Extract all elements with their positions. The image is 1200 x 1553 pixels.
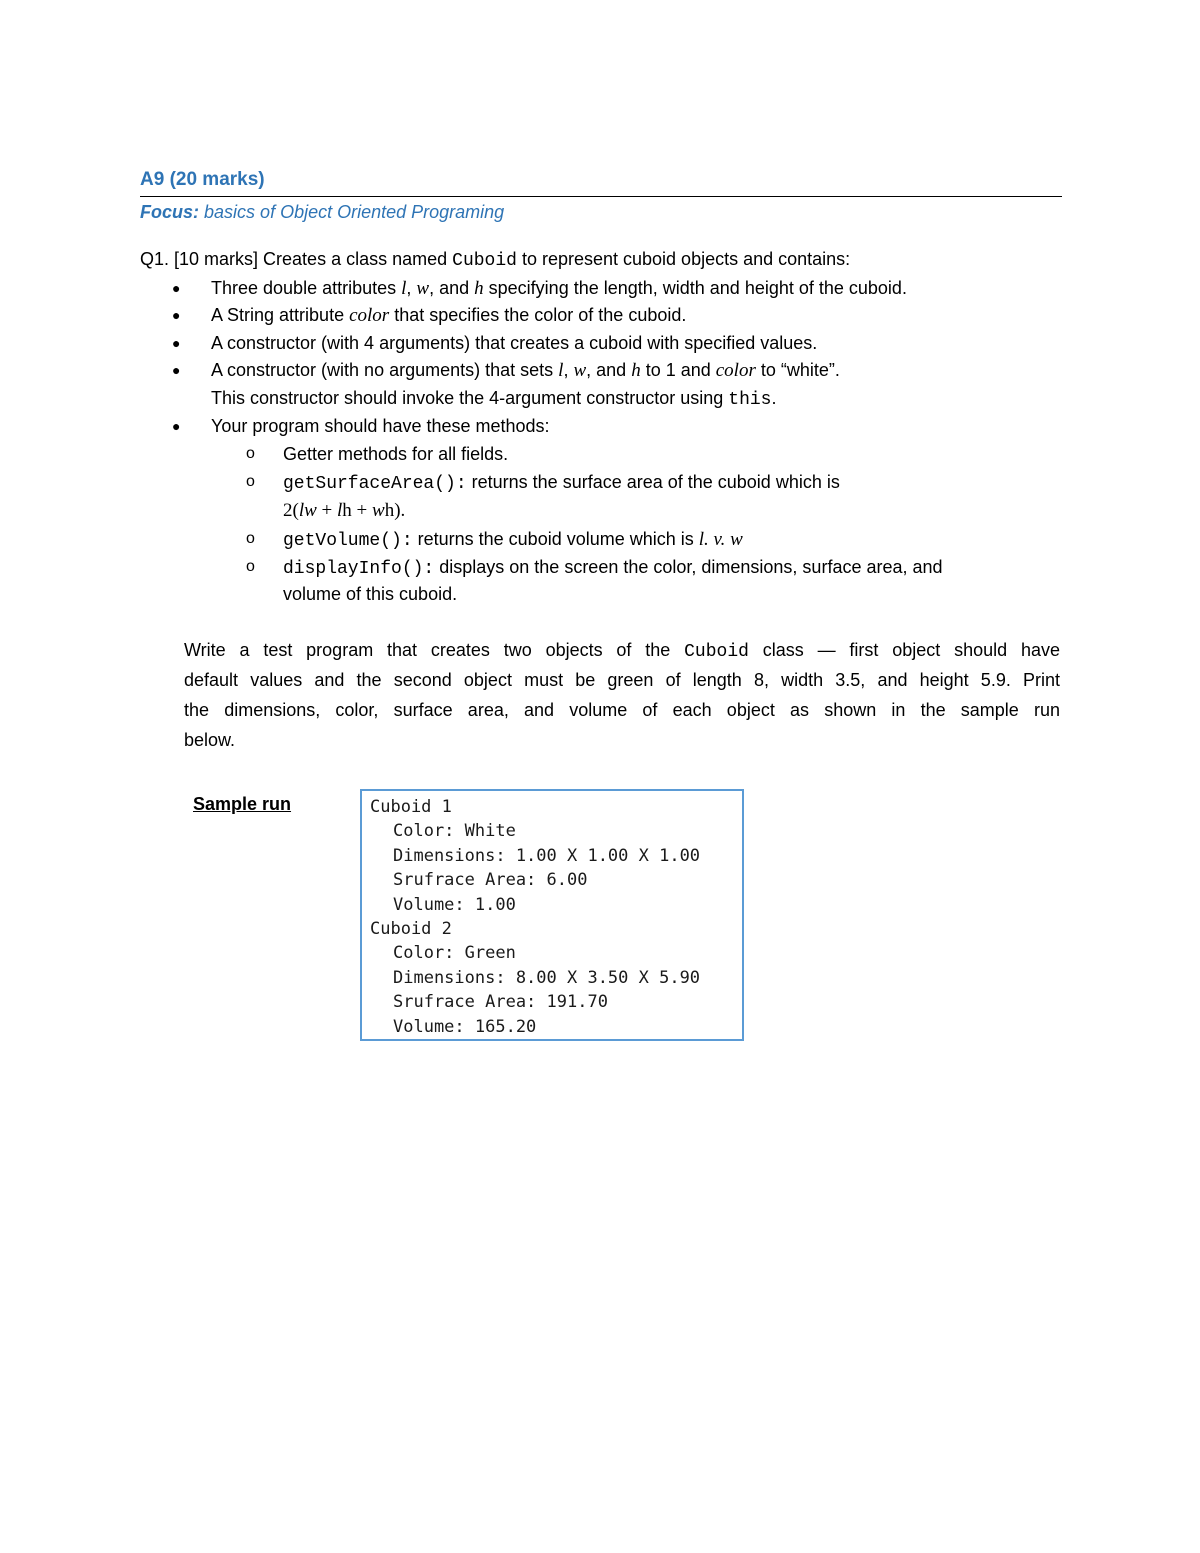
- bullet-constructor-4: [211, 330, 817, 356]
- formula-part: h: [342, 500, 352, 521]
- bullet-icon: ●: [172, 418, 181, 434]
- bullet-text: to “white”.: [755, 360, 840, 380]
- bullet-text: specifying the length, width and height of the cuboid.: [483, 278, 907, 298]
- sub-bullet-surface-area: [283, 469, 840, 497]
- sub-bullet-display-info: [283, 554, 943, 582]
- math-var-color: color: [715, 360, 756, 381]
- formula-part: lw: [298, 500, 317, 521]
- bullet-methods: [211, 413, 550, 439]
- formula-part: +: [351, 500, 372, 521]
- focus-text: basics of Object Oriented Programing: [204, 202, 505, 222]
- output-line: Cuboid 1: [370, 797, 452, 817]
- bullet-text: A String attribute: [211, 305, 350, 325]
- bullet-constructor-0-continued: [211, 385, 777, 413]
- method-code: getSurfaceArea():: [283, 474, 467, 494]
- output-line: Volume: 1.00: [393, 894, 516, 915]
- sub-bullet-text: volume of this cuboid.: [283, 584, 458, 604]
- output-line: Srufrace Area: 191.70: [393, 992, 608, 1013]
- sub-bullet-icon: o: [246, 473, 255, 490]
- formula-part: +: [316, 500, 337, 521]
- focus-label: Focus:: [140, 202, 200, 222]
- sub-bullet-display-info-continued: [283, 581, 457, 607]
- sub-bullet-icon: o: [246, 445, 255, 462]
- bullet-icon: ●: [172, 307, 181, 323]
- question-intro: [140, 246, 850, 274]
- math-var-w: w: [573, 360, 587, 381]
- paragraph-line: [184, 635, 1060, 665]
- surface-area-formula: [283, 497, 405, 524]
- method-code: displayInfo():: [283, 559, 435, 579]
- bullet-icon: ●: [172, 335, 181, 351]
- math-var-w: w: [416, 278, 430, 299]
- formula-part: 2(: [283, 500, 299, 521]
- output-line: Cuboid 2: [370, 919, 452, 940]
- output-line: Color: Green: [393, 943, 516, 964]
- paragraph-text: Write a test program that creates two objects of the: [184, 640, 685, 660]
- this-keyword-code: this: [728, 390, 772, 410]
- bullet-text: This constructor should invoke the 4-argument constructor using: [211, 388, 729, 408]
- class-name-code: Cuboid: [684, 642, 749, 662]
- bullet-text: A constructor (with no arguments) that sets: [211, 360, 559, 380]
- formula-part: l: [337, 500, 343, 521]
- sub-bullet-icon: o: [246, 530, 255, 547]
- math-var-l: l: [401, 278, 407, 299]
- question-intro-prefix: Q1. [10 marks] Creates a class named: [140, 249, 453, 269]
- bullet-text: , and: [429, 278, 475, 298]
- bullet-text: that specifies the color of the cuboid.: [389, 305, 687, 325]
- bullet-attributes: [211, 275, 907, 302]
- formula-part: w: [372, 500, 385, 521]
- bullet-text: Three double attributes: [211, 278, 402, 298]
- bullet-constructor-0: [211, 357, 840, 384]
- output-line: Color: White: [393, 821, 516, 842]
- math-var-color: color: [349, 305, 390, 326]
- sub-bullet-text: Getter methods for all fields.: [283, 444, 509, 464]
- output-line: Dimensions: 8.00 X 3.50 X 5.90: [393, 967, 701, 988]
- sub-bullet-volume: [283, 526, 743, 554]
- paragraph-line: the dimensions, color, surface area, and volume of each object as shown in the sample run: [184, 700, 1060, 720]
- bullet-text: ,: [406, 278, 417, 298]
- sample-output-box: [360, 789, 744, 1041]
- formula-part: h: [384, 500, 395, 521]
- sub-bullet-icon: o: [246, 558, 255, 575]
- output-line: Volume: 165.20: [393, 1016, 537, 1037]
- math-var-h: h: [474, 278, 484, 299]
- math-var-h: h: [631, 360, 641, 381]
- bullet-text: A constructor (with 4 arguments) that creates a cuboid with specified values.: [211, 333, 818, 353]
- paragraph-line: default values and the second object must be green of length 8, width 3.5, and height 5.9. Print: [184, 670, 1060, 690]
- method-code: getVolume():: [283, 531, 413, 551]
- bullet-text: .: [771, 388, 777, 408]
- sub-bullet-text: returns the cuboid volume which is: [412, 529, 699, 549]
- sub-bullet-text: returns the surface area of the cuboid which is: [466, 472, 840, 492]
- bullet-icon: ●: [172, 362, 181, 378]
- bullet-text: Your program should have these methods:: [211, 416, 550, 436]
- output-line: Dimensions: 1.00 X 1.00 X 1.00: [393, 845, 701, 866]
- bullet-text: ,: [563, 360, 574, 380]
- sub-bullet-text: displays on the screen the color, dimensions, surface area, and: [434, 557, 943, 577]
- title-divider: [140, 196, 1062, 197]
- question-intro-suffix: to represent cuboid objects and contains:: [516, 249, 851, 269]
- formula-part: ).: [394, 500, 406, 521]
- test-program-paragraph: [184, 635, 1060, 755]
- paragraph-line: below.: [184, 730, 236, 750]
- class-name-code: Cuboid: [452, 251, 517, 271]
- bullet-icon: ●: [172, 280, 181, 296]
- math-var-l: l: [558, 360, 564, 381]
- bullet-color-attribute: [211, 302, 686, 329]
- focus-line: [140, 200, 504, 224]
- assignment-title: A9 (20 marks): [140, 169, 265, 190]
- volume-formula: l. v. w: [698, 529, 743, 550]
- paragraph-text: class — first object should have: [748, 640, 1060, 660]
- sub-bullet-getters: [283, 441, 508, 467]
- sample-run-label: Sample run: [193, 794, 292, 814]
- bullet-text: to 1 and: [640, 360, 716, 380]
- bullet-text: , and: [586, 360, 632, 380]
- output-line: Srufrace Area: 6.00: [393, 870, 588, 891]
